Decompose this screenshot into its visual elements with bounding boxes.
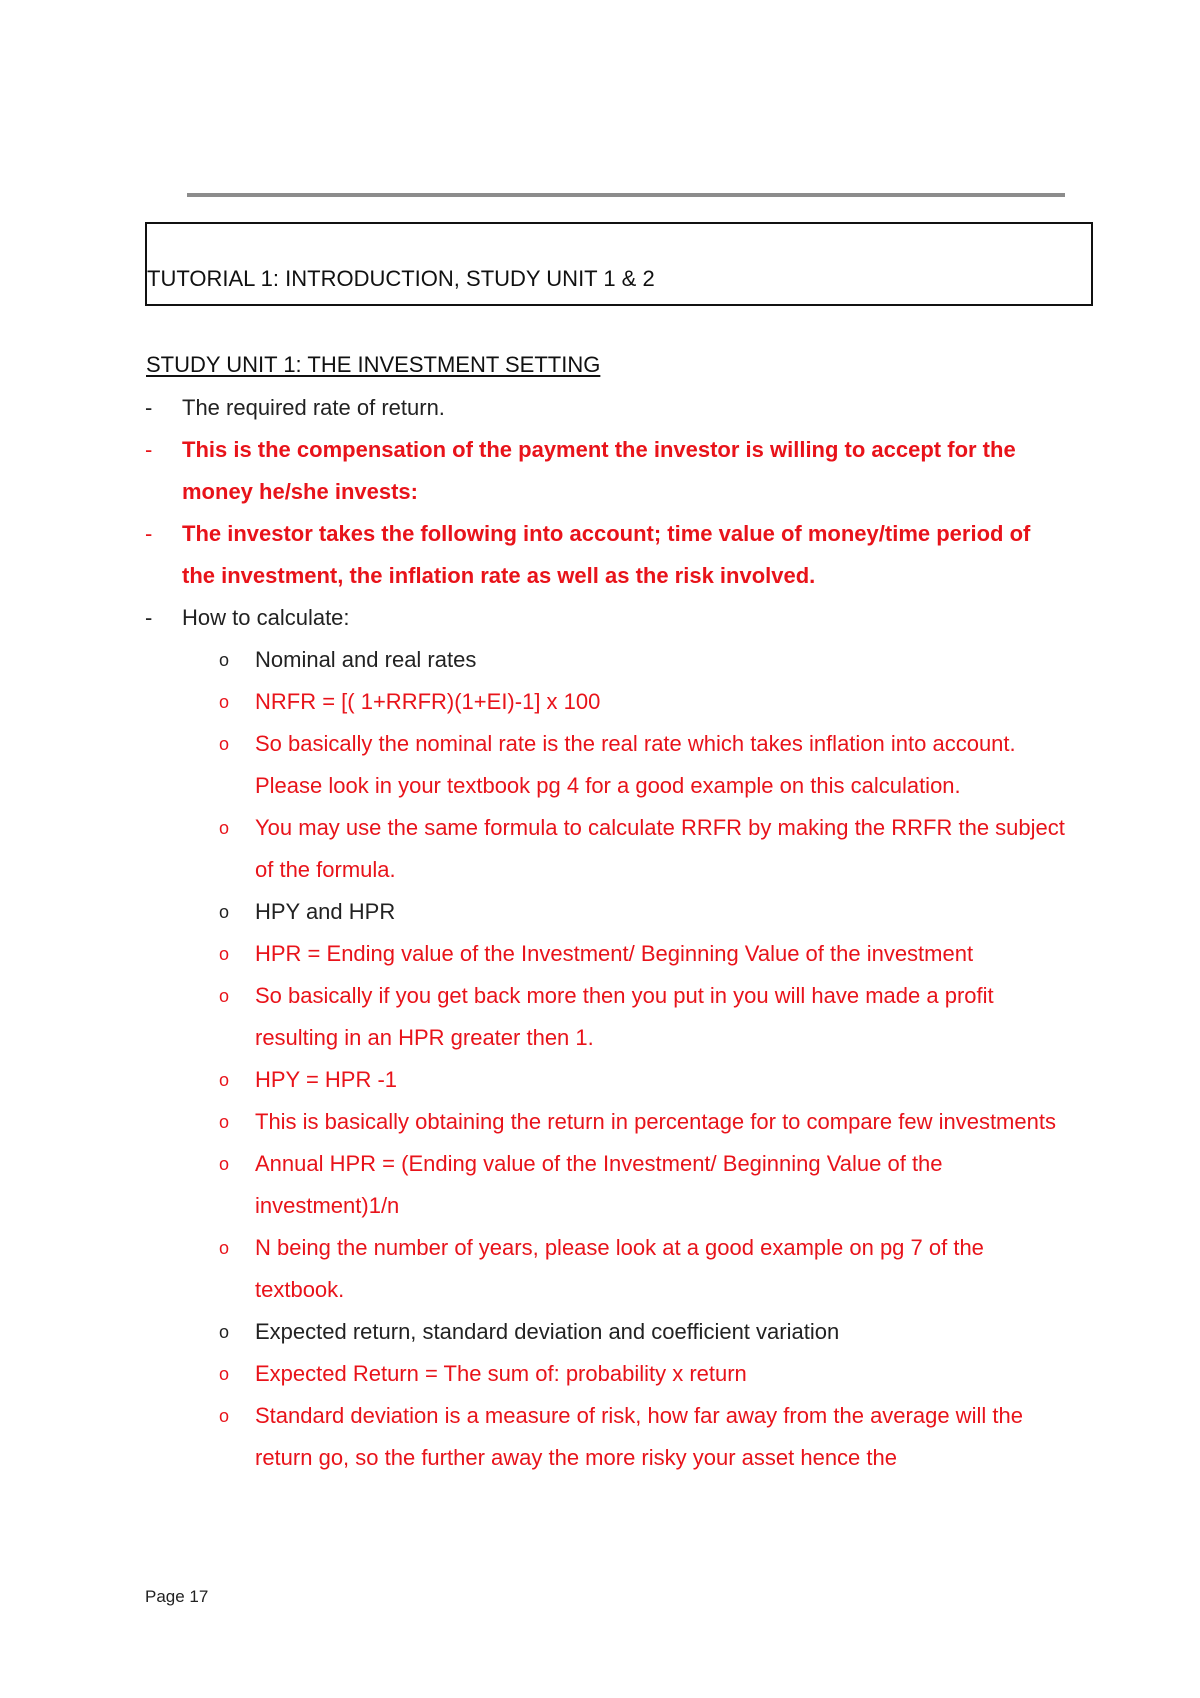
circle-bullet-icon: o — [219, 986, 230, 1006]
bullet-list-item — [0, 1353, 1065, 1395]
page-number: Page 17 — [145, 1587, 209, 1606]
dash-list-item — [0, 513, 1062, 597]
circle-bullet-icon: o — [219, 818, 230, 838]
title-box — [145, 222, 1093, 306]
circle-bullet-icon: o — [219, 902, 230, 922]
dash-marker: - — [145, 395, 153, 420]
bullet-list-item — [0, 807, 1065, 891]
dash-marker: - — [145, 521, 153, 546]
bullet-list-item — [0, 891, 1065, 933]
bullet-list-item — [0, 681, 1065, 723]
bullet-list-item — [0, 1311, 1065, 1353]
bullet-list-item — [0, 1395, 1065, 1479]
dash-marker: - — [145, 437, 153, 462]
dash-list-item — [0, 387, 1062, 429]
circle-bullet-icon: o — [219, 650, 230, 670]
circle-bullet-icon: o — [219, 1238, 230, 1258]
list-item-text: Standard deviation is a measure of risk, how far away from the average will the return go, so the further away the more risky your asset hence the — [255, 1403, 1023, 1470]
bullet-list-item — [0, 1059, 1065, 1101]
list-item-text: So basically if you get back more then you put in you will have made a profit resulting in an HPR greater then 1. — [255, 983, 994, 1050]
header-rule — [187, 193, 1065, 197]
list-item-text: NRFR = [( 1+RRFR)(1+EI)-1] x 100 — [255, 689, 601, 714]
list-item-text: HPY and HPR — [255, 899, 396, 924]
list-item-text: How to calculate: — [182, 605, 350, 630]
list-item-text: The investor takes the following into account; time value of money/time period of the investment, the inflation rate as well as the risk involved. — [182, 521, 1031, 588]
bullet-list-item — [0, 975, 1065, 1059]
tutorial-title: TUTORIAL 1: INTRODUCTION, STUDY UNIT 1 & 2 — [147, 266, 655, 291]
bullet-list-item — [0, 723, 1065, 807]
dash-list-item — [0, 597, 1062, 639]
list-item-text: The required rate of return. — [182, 395, 445, 420]
bullet-list-item — [0, 639, 1065, 681]
content-list — [0, 387, 1200, 1479]
list-item-text: This is the compensation of the payment the investor is willing to accept for the money he/she invests: — [182, 437, 1016, 504]
circle-bullet-icon: o — [219, 1364, 230, 1384]
circle-bullet-icon: o — [219, 1322, 230, 1342]
list-item-text: Annual HPR = (Ending value of the Investment/ Beginning Value of the investment)1/n — [255, 1151, 943, 1218]
list-item-text: Expected return, standard deviation and coefficient variation — [255, 1319, 840, 1344]
list-item-text: You may use the same formula to calculate RRFR by making the RRFR the subject of the formula. — [255, 815, 1065, 882]
list-item-text: Nominal and real rates — [255, 647, 477, 672]
list-item-text: This is basically obtaining the return in percentage for to compare few investments — [255, 1109, 1056, 1134]
circle-bullet-icon: o — [219, 1112, 230, 1132]
circle-bullet-icon: o — [219, 1406, 230, 1426]
circle-bullet-icon: o — [219, 1154, 230, 1174]
list-item-text: So basically the nominal rate is the real rate which takes inflation into account. Please look in your textbook pg 4 for a good example on this calculation. — [255, 731, 1016, 798]
dash-list-item — [0, 429, 1062, 513]
list-item-text: HPY = HPR -1 — [255, 1067, 398, 1092]
list-item-text: HPR = Ending value of the Investment/ Beginning Value of the investment — [255, 941, 974, 966]
section-heading: STUDY UNIT 1: THE INVESTMENT SETTING — [146, 352, 601, 377]
circle-bullet-icon: o — [219, 944, 230, 964]
list-item-text: Expected Return = The sum of: probability x return — [255, 1361, 747, 1386]
bullet-list-item — [0, 1101, 1065, 1143]
bullet-list-item — [0, 1227, 1065, 1311]
circle-bullet-icon: o — [219, 734, 230, 754]
circle-bullet-icon: o — [219, 692, 230, 712]
bullet-list-item — [0, 933, 1065, 975]
bullet-list-item — [0, 1143, 1065, 1227]
circle-bullet-icon: o — [219, 1070, 230, 1090]
list-item-text: N being the number of years, please look at a good example on pg 7 of the textbook. — [255, 1235, 984, 1302]
dash-marker: - — [145, 605, 153, 630]
